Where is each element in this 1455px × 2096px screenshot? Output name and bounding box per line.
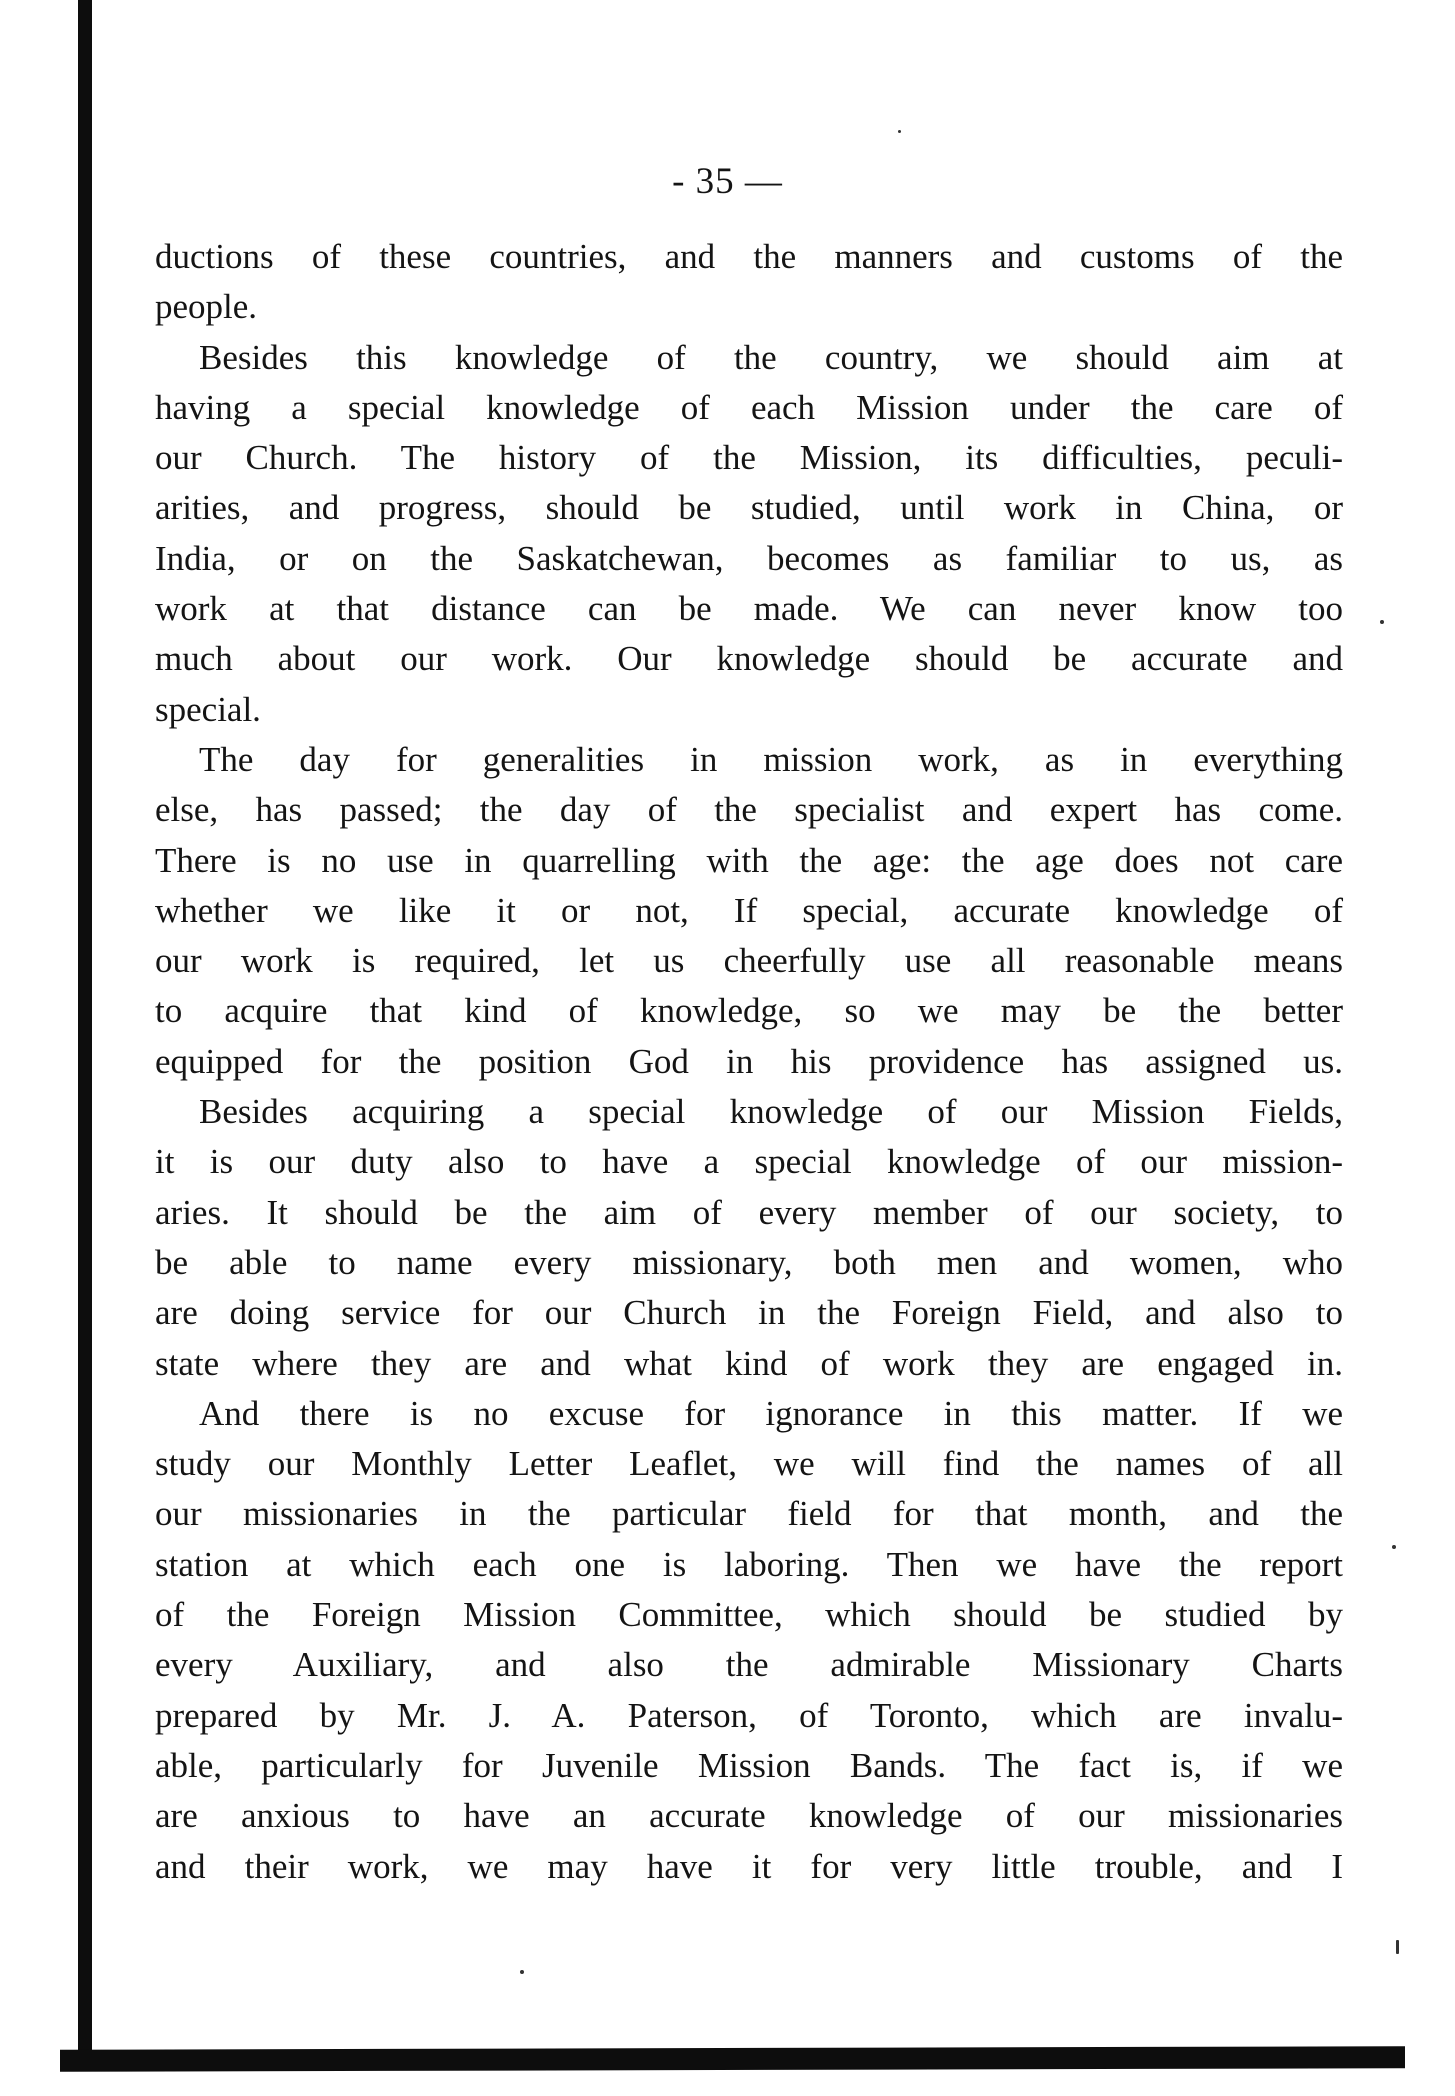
text-line: study our Monthly Letter Leaflet, we will find the names of all [155,1444,1343,1484]
text-line: else, has passed; the day of the specialist and expert has come. [155,790,1343,830]
text-line: able, particularly for Juvenile Mission Bands. The fact is, if we [155,1745,1343,1785]
scan-speck [1380,620,1384,624]
text-line: work at that distance can be made. We can never know too [155,589,1343,629]
text-line: of the Foreign Mission Committee, which should be studied by [155,1595,1343,1635]
text-line: aries. It should be the aim of every member of our society, to [155,1192,1343,1232]
text-line: state where they are and what kind of work they are engaged in. [155,1343,1343,1383]
text-line: every Auxiliary, and also the admirable Missionary Charts [155,1645,1343,1685]
text-line: it is our duty also to have a special knowledge of our mission- [155,1142,1343,1182]
text-line: to acquire that kind of knowledge, so we may be the better [155,991,1343,1031]
page-number: - 35 — [672,161,783,202]
text-line: prepared by Mr. J. A. Paterson, of Toronto, which are invalu- [155,1695,1343,1735]
text-line: whether we like it or not, If special, accurate knowledge of [155,890,1343,930]
text-line: much about our work. Our knowledge should be accurate and [155,639,1343,679]
text-line: our work is required, let us cheerfully use all reasonable means [155,941,1343,981]
scan-speck [1392,1545,1396,1549]
text-line: having a special knowledge of each Mission under the care of [155,387,1343,427]
text-line: And there is no excuse for ignorance in this matter. If we [199,1393,1343,1433]
text-line: are anxious to have an accurate knowledge of our missionaries [155,1796,1343,1836]
page-spine-shadow [78,0,92,2060]
text-line: The day for generalities in mission work, as in everything [199,739,1343,779]
scan-speck [1396,1940,1399,1954]
text-line: Besides this knowledge of the country, we should aim at [199,337,1343,377]
text-line: ductions of these countries, and the manners and customs of the [155,237,1343,276]
text-line: are doing service for our Church in the Foreign Field, and also to [155,1293,1343,1333]
text-line: equipped for the position God in his providence has assigned us. [155,1041,1343,1081]
text-line: our missionaries in the particular field for that month, and the [155,1494,1343,1534]
text-line: people. [155,287,258,327]
bottom-edge-shadow [60,2046,1405,2072]
text-line: There is no use in quarrelling with the age: the age does not care [155,840,1343,880]
text-line: India, or on the Saskatchewan, becomes as familiar to us, as [155,538,1343,578]
text-line: and their work, we may have it for very little trouble, and I [155,1846,1343,1886]
text-line: special. [155,689,261,729]
text-line: be able to name every missionary, both men and women, who [155,1242,1343,1282]
text-line: arities, and progress, should be studied, until work in China, or [155,488,1343,528]
text-line: our Church. The history of the Mission, its difficulties, peculi- [155,438,1343,478]
body-text [155,232,1343,1892]
scan-speck [520,1970,524,1974]
text-line: Besides acquiring a special knowledge of our Mission Fields, [199,1092,1343,1132]
text-line: station at which each one is laboring. Then we have the report [155,1544,1343,1584]
scan-speck [898,130,901,133]
